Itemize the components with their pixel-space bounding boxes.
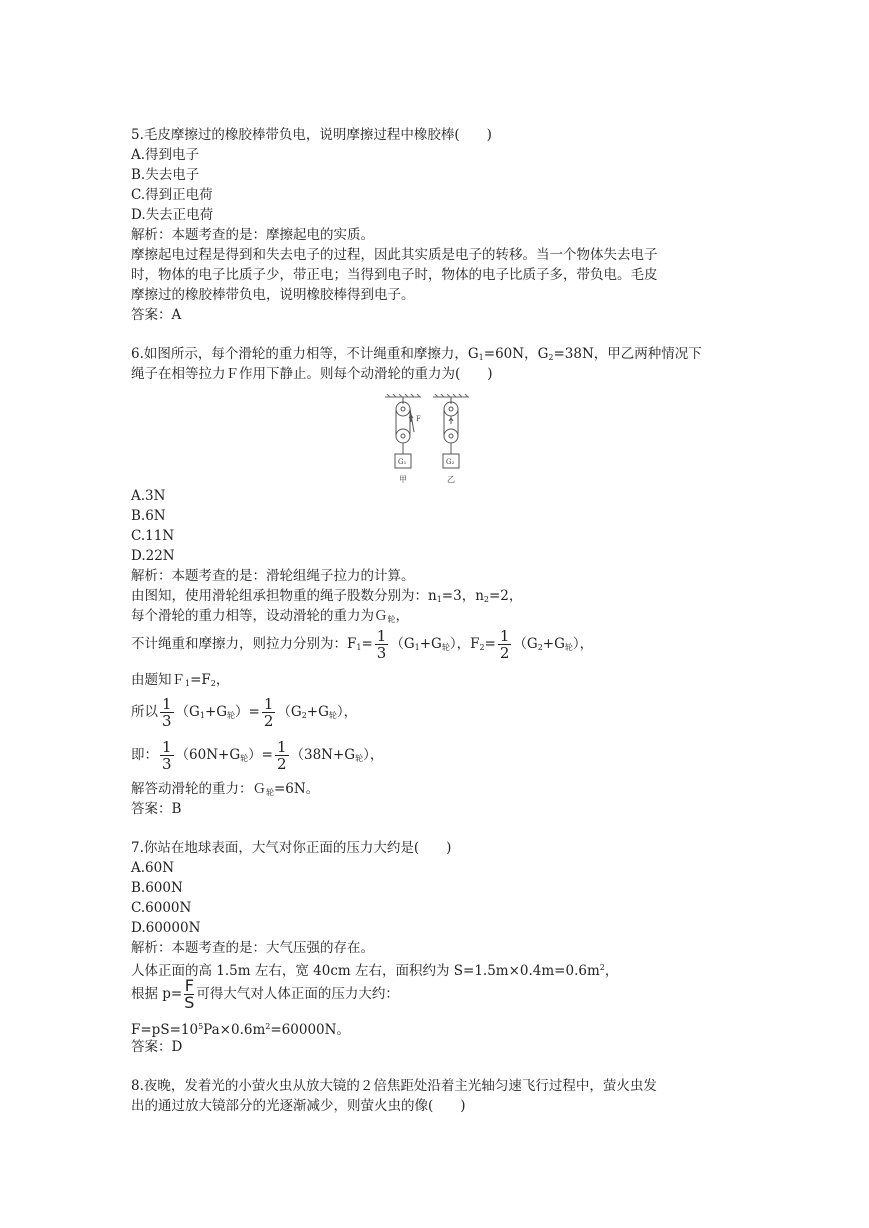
q7-option-a: A.60N: [131, 860, 175, 876]
q5-analysis-line: 时，物体的电子比质子少，带正电；当得到电子时，物体的电子比质子多，带负电。毛皮: [131, 267, 658, 283]
fraction-one-half: $\frac{1}{2}$: [499, 627, 510, 662]
q5-analysis-line: 摩擦过的橡胶棒带负电，说明橡胶棒得到电子。: [131, 287, 415, 303]
q6-analysis-line-g: 解答动滑轮的重力：Ｇ$_轮$=6N。: [131, 781, 320, 797]
q5-option-d: D.失去正电荷: [131, 207, 214, 223]
pulley-figure: [381, 394, 473, 486]
weight-label-g1: G₁: [398, 458, 407, 466]
q6-option-c: C.11N: [131, 528, 175, 544]
q5-analysis-head: 解析：本题考查的是：摩擦起电的实质。: [131, 227, 374, 243]
fraction-one-third: $\frac{1}{3}$: [162, 738, 172, 773]
q6-option-b: B.6N: [131, 508, 166, 524]
q5-analysis-line: 摩擦起电过程是得到和失去电子的过程，因此其实质是电子的转移。当一个物体失去电子: [131, 247, 658, 263]
q5-option-c: C.得到正电荷: [131, 187, 213, 203]
q7-analysis-line-b: 根据 p= $\frac{F}{S}$ 可得大气对人体正面的压力大约：: [131, 976, 399, 1012]
q6-analysis-line-e: 所以 $\frac{1}{3}$ $(G_1+G_轮)=$ $\frac{1}{2}$ $(G_2+G_轮)$，: [131, 695, 358, 730]
q5-stem: 5.毛皮摩擦过的橡胶棒带负电，说明摩擦过程中橡胶棒( ): [131, 127, 492, 143]
q7-analysis-head: 解析：本题考查的是：大气压强的存在。: [131, 940, 374, 956]
q7-option-d: D.60000N: [131, 920, 201, 936]
q7-answer: 答案：D: [131, 1039, 183, 1055]
ceiling-right: [433, 394, 469, 397]
q8-stem-line1: 8.夜晚，发着光的小萤火虫从放大镜的２倍焦距处沿着主光轴匀速飞行过程中，萤火虫发: [131, 1078, 657, 1094]
ceiling-left: [385, 394, 421, 397]
q5-answer: 答案：A: [131, 307, 182, 323]
q7-option-b: B.600N: [131, 880, 183, 896]
label-jia: 甲: [399, 475, 407, 484]
q6-answer: 答案：B: [131, 801, 182, 817]
fraction-one-half: $\frac{1}{2}$: [276, 738, 287, 773]
fraction-one-half: $\frac{1}{2}$: [263, 695, 274, 730]
q6-analysis-line-b: 每个滑轮的重力相等，设动滑轮的重力为Ｇ$_轮$，: [131, 608, 409, 624]
q7-analysis-line-a: 人体正面的高 1.5m 左右，宽 40cm 左右，面积约为 $S=1.5m\times 0.4m=0.6m^2$，: [131, 963, 619, 979]
q5-option-b: B.失去电子: [131, 167, 200, 183]
fraction-f-over-s: $\frac{F}{S}$: [184, 976, 195, 1012]
q6-analysis-line-a: 由图知，使用滑轮组承担物重的绳子股数分别为：$n_1=3$，$n_2=2$，: [131, 588, 523, 604]
fraction-one-third: $\frac{1}{3}$: [376, 627, 387, 662]
q6-analysis-line-c: 不计绳重和摩擦力，则拉力分别为：$F_1=$ $\frac{1}{3}$ $(G_1+G_轮)$，$F_2=$ $\frac{1}{2}$ $(G_2+G_轮)$，: [131, 627, 594, 662]
q6-analysis-line-d: 由题知$F_1=F_2$，: [131, 672, 230, 688]
q6-option-a: A.3N: [131, 488, 166, 504]
q6-analysis-line-f: 即： $\frac{1}{3}$ $(60N+G_轮)=$ $\frac{1}{2}$ $(38N+G_轮)$，: [131, 738, 384, 773]
q6-analysis-head: 解析：本题考查的是：滑轮组绳子拉力的计算。: [131, 568, 415, 584]
weight-label-g2: G₂: [446, 458, 455, 466]
fraction-one-third: $\frac{1}{3}$: [162, 695, 172, 730]
q7-option-c: C.6000N: [131, 900, 192, 916]
q6-option-d: D.22N: [131, 548, 175, 564]
q8-stem-line2: 出的通过放大镜部分的光逐渐减少，则萤火虫的像( ): [131, 1098, 466, 1114]
q7-analysis-line-c: $F=pS=10^5Pa\times 0.6m^2=60000N$。: [131, 1022, 350, 1038]
force-label-f: F: [416, 415, 421, 423]
q5-option-a: A.得到电子: [131, 147, 200, 163]
label-yi: 乙: [447, 475, 455, 484]
q6-stem-line1: 6.如图所示，每个滑轮的重力相等，不计绳重和摩擦力，$G_1=60N$，$G_2=38N$，甲乙两种情况下: [131, 346, 702, 362]
q7-stem: 7.你站在地球表面，大气对你正面的压力大约是( ): [131, 840, 452, 856]
q6-stem-line2: 绳子在相等拉力Ｆ作用下静止。则每个动滑轮的重力为( ): [131, 366, 493, 382]
